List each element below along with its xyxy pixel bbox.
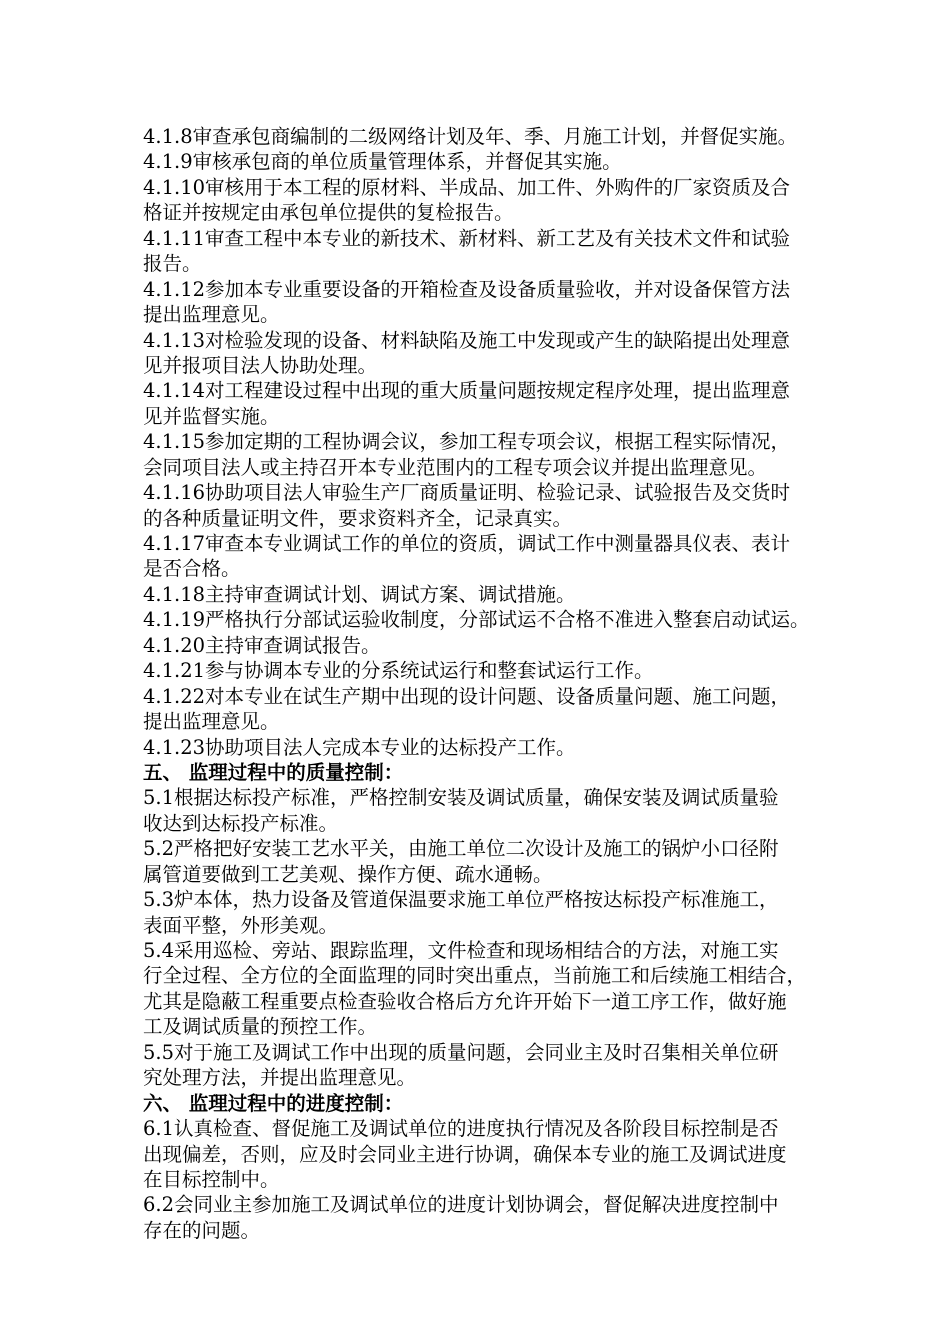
text-line: 提出监理意见。 (143, 303, 280, 327)
text-line: 4.1.9审核承包商的单位质量管理体系，并督促其实施。 (143, 150, 622, 174)
section-heading: 五、 监理过程中的质量控制： (143, 760, 404, 784)
text-line: 4.1.22对本专业在试生产期中出现的设计问题、设备质量问题、施工问题， (143, 684, 791, 708)
text-line: 4.1.23协助项目法人完成本专业的达标投产工作。 (143, 735, 576, 759)
text-line: 6.1认真检查、督促施工及调试单位的进度执行情况及各阶段目标控制是否 (143, 1117, 779, 1141)
text-line: 4.1.18主持审查调试计划、调试方案、调试措施。 (143, 582, 576, 606)
text-line: 格证并按规定由承包单位提供的复检报告。 (143, 201, 514, 225)
text-line: 6.2会同业主参加施工及调试单位的进度计划协调会，督促解决进度控制中 (143, 1193, 779, 1217)
text-line: 提出监理意见。 (143, 710, 280, 734)
text-line: 是否合格。 (143, 557, 241, 581)
text-line: 4.1.12参加本专业重要设备的开箱检查及设备质量验收，并对设备保管方法 (143, 277, 791, 301)
text-line: 4.1.20主持审查调试报告。 (143, 633, 381, 657)
text-line: 4.1.16协助项目法人审验生产厂商质量证明、检验记录、试验报告及交货时 (143, 481, 791, 505)
document-page (143, 124, 903, 1243)
text-line: 工及调试质量的预控工作。 (143, 1015, 378, 1039)
text-line: 出现偏差，否则，应及时会同业主进行协调，确保本专业的施工及调试进度 (143, 1142, 787, 1166)
text-line: 5.4采用巡检、旁站、跟踪监理，文件检查和现场相结合的方法，对施工实 (143, 939, 779, 962)
text-line: 收达到达标投产标准。 (143, 811, 339, 835)
text-line: 究处理方法，并提出监理意见。 (143, 1066, 417, 1090)
text-line: 4.1.14对工程建设过程中出现的重大质量问题按规定程序处理，提出监理意 (143, 379, 791, 403)
text-line: 见并监督实施。 (143, 404, 280, 428)
text-line: 表面平整，外形美观。 (143, 913, 339, 937)
text-line: 4.1.13对检验发现的设备、材料缺陷及施工中发现或产生的缺陷提出处理意 (143, 328, 791, 352)
text-line: 属管道要做到工艺美观、操作方便、疏水通畅。 (143, 862, 553, 886)
text-line: 见并报项目法人协助处理。 (143, 353, 378, 377)
text-line: 5.5对于施工及调试工作中出现的质量问题，会同业主及时召集相关单位研 (143, 1040, 779, 1064)
text-line: 4.1.17审查本专业调试工作的单位的资质，调试工作中测量器具仪表、表计 (143, 532, 791, 555)
text-line: 4.1.11审查工程中本专业的新技术、新材料、新工艺及有关技术文件和试验 (143, 226, 791, 250)
text-line: 5.1根据达标投产标准，严格控制安装及调试质量，确保安装及调试质量验 (143, 786, 779, 810)
text-line: 会同项目法人或主持召开本专业范围内的工程专项会议并提出监理意见。 (143, 455, 768, 479)
text-line: 尤其是隐蔽工程重要点检查验收合格后方允许开始下一道工序工作，做好施 (143, 989, 787, 1013)
text-line: 的各种质量证明文件，要求资料齐全，记录真实。 (143, 506, 573, 530)
text-line: 4.1.19严格执行分部试运验收制度，分部试运不合格不准进入整套启动试运。 (143, 608, 810, 632)
text-line: 报告。 (143, 252, 202, 276)
text-line: 4.1.8审查承包商编制的二级网络计划及年、季、月施工计划，并督促实施。 (143, 125, 798, 148)
text-line: 4.1.15参加定期的工程协调会议，参加工程专项会议，根据工程实际情况， (143, 430, 791, 454)
text-line: 存在的问题。 (143, 1218, 261, 1242)
text-line: 4.1.21参与协调本专业的分系统试运行和整套试运行工作。 (143, 659, 654, 683)
text-line: 4.1.10审核用于本工程的原材料、半成品、加工件、外购件的厂家资质及合 (143, 175, 791, 199)
text-line: 在目标控制中。 (143, 1167, 280, 1191)
text-line: 5.3炉本体，热力设备及管道保温要求施工单位严格按达标投产标准施工， (143, 888, 779, 912)
text-line: 行全过程、全方位的全面监理的同时突出重点，当前施工和后续施工相结合， (143, 964, 807, 988)
text-line: 5.2严格把好安装工艺水平关，由施工单位二次设计及施工的锅炉小口径附 (143, 837, 779, 861)
section-heading: 六、 监理过程中的进度控制： (143, 1091, 404, 1115)
